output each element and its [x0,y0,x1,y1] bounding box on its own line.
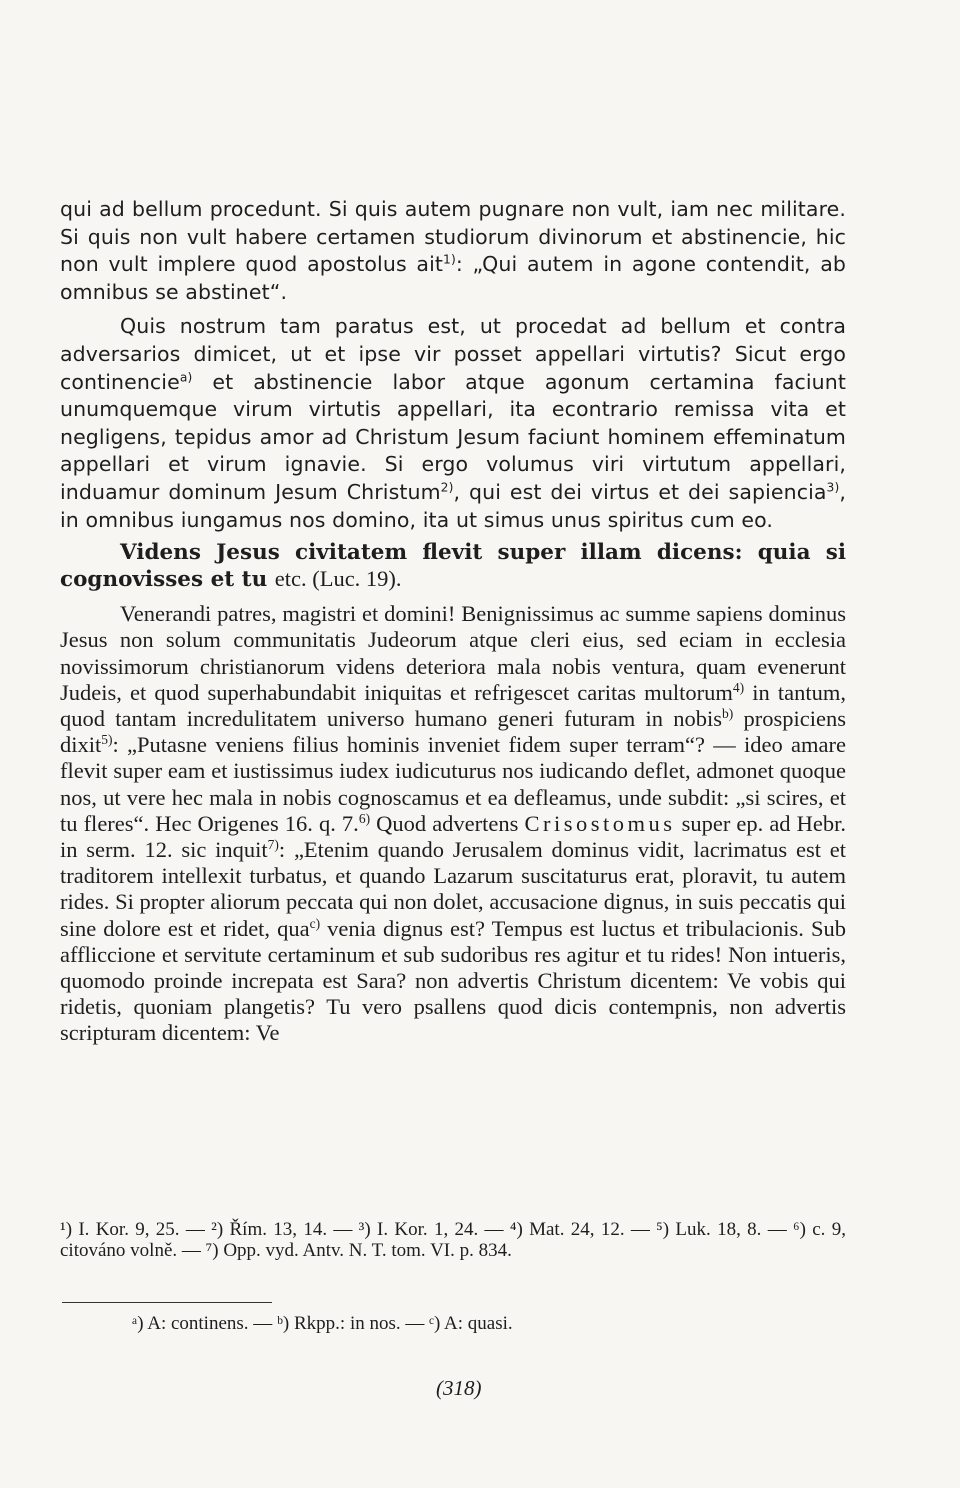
sermon-heading [60,540,846,593]
text: venia dignus est? Tempus est luctus et tribulacionis. Sub affliccione et servitute certaminum et sub sudoribus res agitur et tu rides! Non intueris, quomodo proinde increpata est Sara? non advertis Christum dicentem: Ve vobis qui ridetis, quoniam plangetis? Tu vero psallens quod dicis contempnis, non advertis scripturam dicentem: Ve [60,915,846,1046]
footnote-ref: 5) [101,732,113,748]
main-text [60,196,846,1047]
text: prospiciens dixit [60,705,846,758]
text: , qui est dei virtus et dei sapiencia [453,479,827,504]
critical-apparatus: ᵃ) A: continens. — ᵇ) Rkpp.: in nos. — ᶜ) A: quasi. [132,1313,513,1334]
footnote-ref: 1) [443,252,456,267]
text: Quis nostrum tam paratus est, ut procedat ad bellum et contra adversarios dimicet, ut et ipse vir posset appellari virtutis? Sicut ergo continencie [60,314,846,394]
footnote-ref: 6) [358,810,371,826]
critical-ref: c) [309,915,321,931]
heading-reference: etc. (Luc. 19). [274,566,402,592]
paragraph-2 [60,313,846,534]
text: , in omnibus iungamus nos domino, ita ut simus unus spiritus cum eo. [60,479,846,532]
text: et abstinencie labor atque agonum certamina faciunt unumquemque virum virtutis appellari, ita econtrario remissa vita et negligens, tepidus amor ad Christum Jesum faciunt hominem effeminatum appellari et virum ignavie. Si ergo volumus viri virtutum appellari, induamur dominum Jesum Christum [60,369,846,504]
footnotes: ¹) I. Kor. 9, 25. — ²) Řím. 13, 14. — ³) I. Kor. 1, 24. — ⁴) Mat. 24, 12. — ⁵) Luk. 18, 8. — ⁶) c. 9, citováno volně. — ⁷) Opp. vyd. Antv. N. T. tom. VI. p. 834. [60,1219,846,1261]
text: : „Qui autem in agone contendit, ab omnibus se abstinet“. [60,252,846,304]
page-number: (318) [436,1376,482,1400]
text: qui ad bellum procedunt. Si quis autem pugnare non vult, iam nec militare. Si quis non vult habere certamen studiorum divinorum et abstinencie, hic non vult implere quod apostolus ait [60,197,846,277]
footnote-ref: 4) [732,679,745,695]
footnote-ref: 7) [267,836,279,852]
text: Quod advertens [370,810,525,836]
sermon-body [60,601,846,1046]
text: super ep. ad Hebr. in serm. 12. sic inquit [60,810,846,862]
critical-ref: b) [722,705,734,721]
critical-ref: a) [179,370,193,385]
text: Venerandi patres, magistri et domini! Benignissimus ac summe sapiens dominus Jesus non solum communitatis Judeorum atque cleri eius, sed eciam in ecclesia novissimorum christianorum videns deteriora mala nobis ventura, quam evenerunt Judeis, et quod superhabundabit iniquitas et refrigescet caritas multorum [60,601,846,705]
footnote-ref: 2) [440,480,454,495]
text: : „Putasne veniens filius hominis inveniet fidem super terram“? — ideo amare flevit super eam et iustissimus iudex iudicuturus nos iudicando deflet, admonet quoque nos, ut vere hec mala in nobis cognoscamus et ea defleamus, unde subdit: „si scires, et tu fleres“. Hec Origenes 16. q. 7. [60,732,846,836]
paragraph-1 [60,196,846,306]
text: : „Etenim quando Jerusalem dominus vidit, lacrimatus est et traditorem intellexit turbatus, et quando Lazarum suscitaturus erat, ploravit, tu autem rides. Si propter aliorum peccata qui non dolet, accusacione dignus, in suis peccatis qui sine dolore est et ridet, qua [60,836,846,941]
footnote-ref: 3) [826,480,840,495]
footnote-divider [62,1302,272,1303]
heading-text: Videns Jesus civitatem flevit super illam dicens: quia si cognovisses et tu [60,540,846,593]
text: in tantum, quod tantam incredulitatem universo humano generi futuram in nobis [60,679,846,731]
author-name: Crisostomus [524,810,676,836]
